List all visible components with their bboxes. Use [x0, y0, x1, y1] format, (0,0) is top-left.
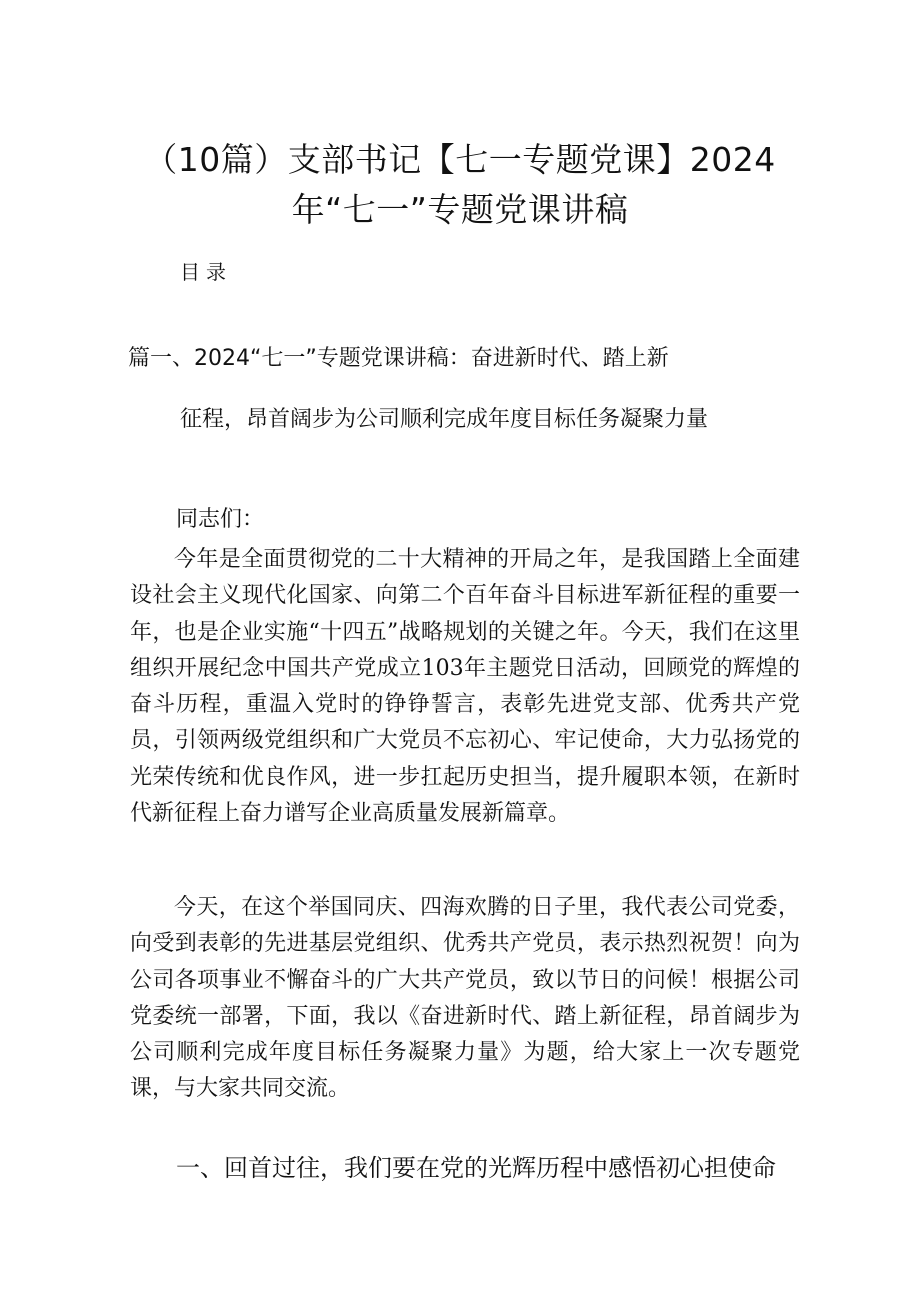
toc-label: 目录 — [180, 260, 232, 284]
section-heading-1: 一、回首过往，我们要在党的光辉历程中感悟初心担使命 — [176, 1154, 776, 1182]
document-title-line-2: 年“七一”专题党课讲稿 — [291, 190, 629, 229]
toc-entry-line-2: 征程，昂首阔步为公司顺利完成年度目标任务凝聚力量 — [180, 407, 709, 432]
body-paragraph-1: 今年是全面贯彻党的二十大精神的开局之年，是我国踏上全面建设社会主义现代化国家、向第二个百年奋斗目标进军新征程的重要一年，也是企业实施“十四五”战略规划的关键之年。今天，我们在这里组织开展纪念中国共产党成立103年主题党日活动，回顾党的辉煌的奋斗历程，重温入党时的铮铮誓言，表彰先进党支部、优秀共产党员，引领两级党组织和广大党员不忘初心、牢记使命，大力弘扬党的光荣传统和优良作风，进一步扛起历史担当，提升履职本领，在新时代新征程上奋力谱写企业高质量发展新篇章。 — [130, 547, 800, 827]
salutation: 同志们： — [176, 507, 265, 532]
toc-entry-line-1: 篇一、2024“七一”专题党课讲稿：奋进新时代、踏上新 — [128, 346, 669, 371]
document-title-line-1: （10篇）支部书记【七一专题党课】2024 — [144, 140, 776, 179]
body-paragraph-2: 今天，在这个举国同庆、四海欢腾的日子里，我代表公司党委，向受到表彰的先进基层党组织、优秀共产党员，表示热烈祝贺！向为公司各项事业不懈奋斗的广大共产党员，致以节日的问候！根据公司党委统一部署，下面，我以《奋进新时代、踏上新征程，昂首阔步为公司顺利完成年度目标任务凝聚力量》为题，给大家上一次专题党课，与大家共同交流。 — [130, 895, 800, 1102]
